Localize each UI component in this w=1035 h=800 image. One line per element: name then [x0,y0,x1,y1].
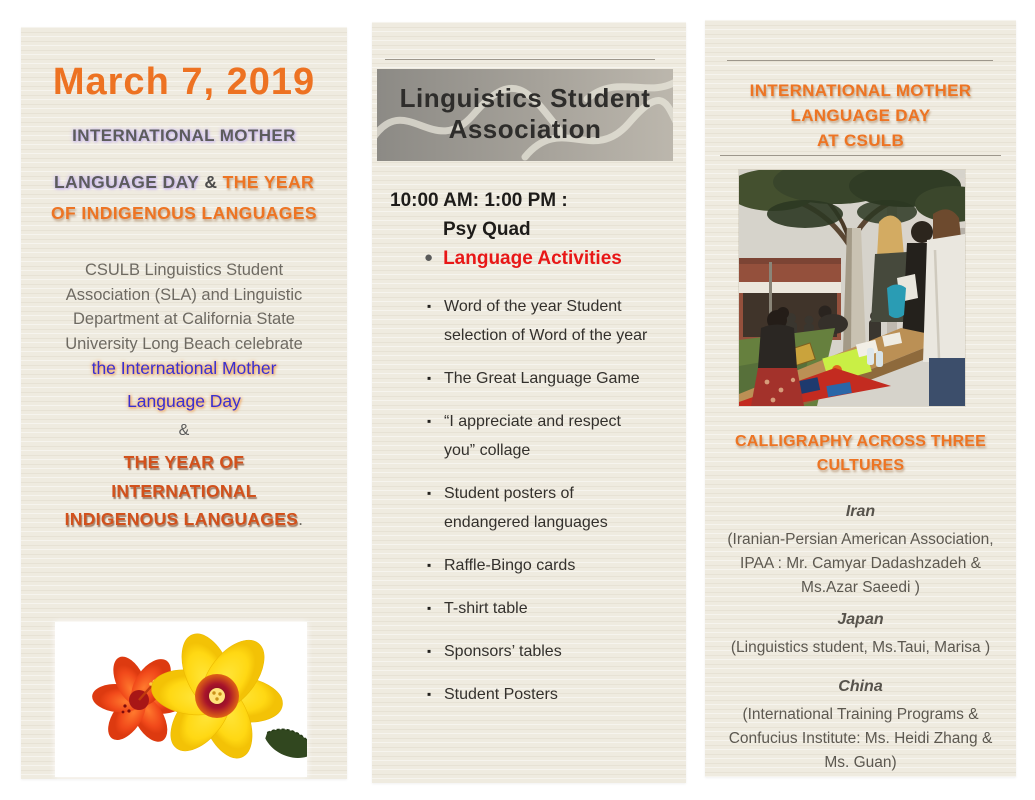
culture-detail-line: (Iranian-Persian American Association, [727,531,994,548]
year-line-3-text: INDIGENOUS LANGUAGES [64,509,299,529]
right-title [705,78,1016,153]
activity-item [427,551,655,580]
culture-details-japan [705,636,1016,660]
panel-middle [372,22,686,783]
activity-label: Word of the year Student selection of Word of the year [444,298,648,344]
right-title-line-1: INTERNATIONAL MOTHER [749,81,972,100]
round-bullet-icon: ● [424,249,434,266]
year-line-1: THE YEAR OF [123,452,245,472]
banner-title-line-2: Association [448,114,602,144]
intro-line: University Long Beach celebrate [65,334,303,353]
location-heading: Psy Quad [443,219,531,240]
activity-item [427,292,655,350]
separator-line [727,60,993,61]
headline-line-3: OF INDIGENOUS LANGUAGES [51,203,317,223]
square-bullet-icon: ▪ [427,299,432,313]
celebrate-blue-line-1: the International Mother [91,358,277,378]
panel-right [705,20,1016,777]
culture-detail-line: IPAA : Mr. Camyar Dadashzadeh & [740,555,981,572]
square-bullet-icon: ▪ [427,486,432,500]
activity-label: T-shirt table [444,600,528,617]
intro-line: Association (SLA) and Linguistic [65,285,303,304]
square-bullet-icon: ▪ [427,687,432,701]
calligraphy-section-title [705,430,1016,478]
panel-left [21,27,347,779]
activity-item [427,637,655,666]
square-bullet-icon: ▪ [427,371,432,385]
headline-line-2 [21,167,347,198]
square-bullet-icon: ▪ [427,414,432,428]
linguistics-student-association-banner [377,69,673,161]
activity-label: “I appreciate and respect you” collage [444,413,621,459]
activity-label: Student posters of endangered languages [444,485,608,531]
activity-item [427,479,655,537]
activities-heading [424,248,622,270]
culture-details-iran [705,528,1016,600]
activity-label: The Great Language Game [444,370,640,387]
headline-line2-orange: THE YEAR [222,172,315,192]
year-line-2: INTERNATIONAL [111,480,257,501]
year-of-block [21,448,347,534]
activity-item [427,407,655,465]
activity-label: Student Posters [444,686,558,703]
event-photo-illustration [739,170,965,406]
culture-country-iran: Iran [845,503,876,520]
right-title-line-3: AT CSULB [816,131,905,150]
activity-item [427,594,655,623]
yellow-hibiscus [149,627,286,766]
headline-line-1: INTERNATIONAL MOTHER [72,126,296,145]
culture-detail-line: (International Training Programs & [742,706,979,723]
intro-line: Department at California State [73,310,295,328]
culture-detail-line: Ms.Azar Saeedi ) [801,579,920,596]
date-title: March 7, 2019 [52,61,316,103]
activity-label: Raffle-Bingo cards [444,557,576,574]
culture-detail-line: (Linguistics student, Ms.Taui, Marisa ) [730,639,991,656]
culture-detail-line: Confucius Institute: Ms. Heidi Zhang & [728,730,993,747]
activity-item [427,364,655,393]
culture-country-japan: Japan [837,611,884,628]
separator-line [720,155,1001,156]
right-title-line-2: LANGUAGE DAY [790,106,931,125]
year-line-3 [21,505,347,534]
calligraphy-title-line-2: CULTURES [816,457,905,474]
activity-label: Sponsors’ tables [444,643,562,660]
activities-heading-label: Language Activities [443,248,622,269]
square-bullet-icon: ▪ [427,601,432,615]
time-heading: 10:00 AM: 1:00 PM : [390,190,568,211]
activity-item [427,680,655,709]
separator-line [385,59,655,60]
intro-line: CSULB Linguistics Student [84,261,284,279]
calligraphy-title-line-1: CALLIGRAPHY ACROSS THREE [734,433,987,450]
celebrate-blue-line-2: Language Day [127,391,241,411]
square-bullet-icon: ▪ [427,558,432,572]
culture-detail-line: Ms. Guan) [824,754,897,771]
celebrate-ampersand: & [178,422,190,439]
headline-line2-gray: LANGUAGE DAY [53,172,200,192]
hibiscus-flowers-illustration [55,622,307,777]
year-line-3-period: . [298,509,304,529]
intro-paragraph [21,258,347,356]
banner-title-line-1: Linguistics Student [399,83,651,113]
culture-details-china [705,703,1016,775]
hibiscus-flowers-image [55,622,307,777]
culture-country-china: China [838,678,883,695]
leaf [262,724,307,764]
activities-list [427,292,655,723]
event-photo [739,170,965,406]
square-bullet-icon: ▪ [427,644,432,658]
headline-lines-2-3 [21,167,347,229]
banner-title [377,83,673,145]
headline-line2-ampersand: & [204,172,218,192]
